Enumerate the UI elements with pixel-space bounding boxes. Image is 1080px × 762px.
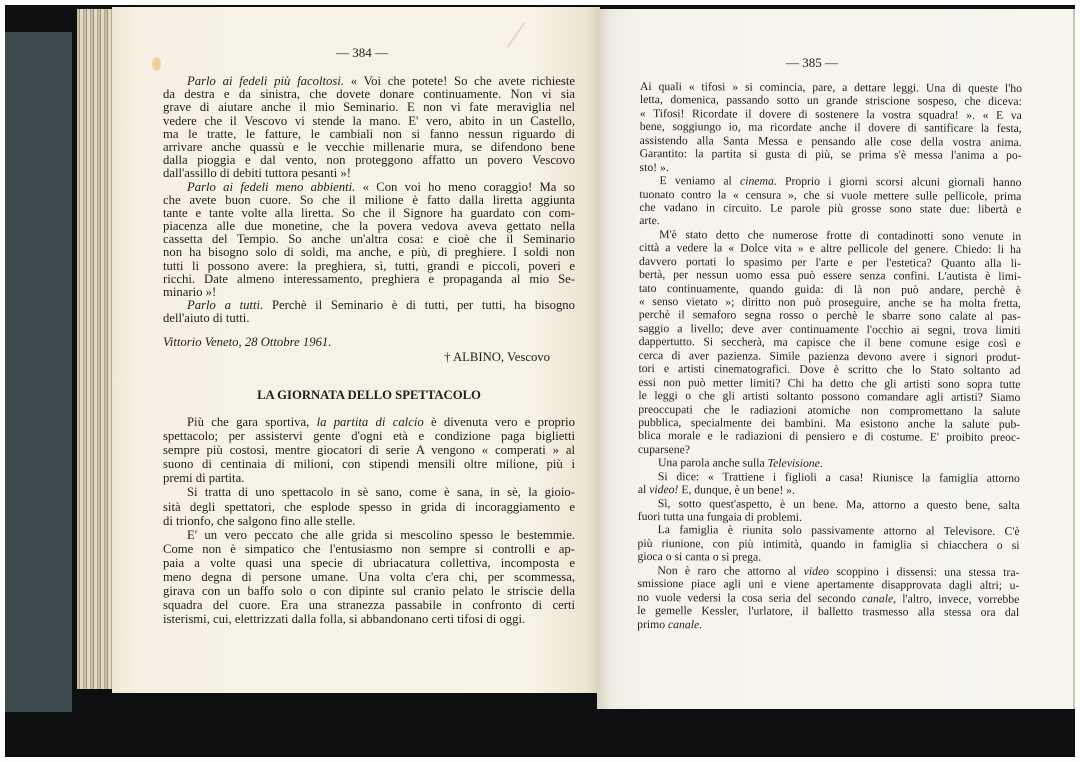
text-span: cassetta del Tempio. So anche un'altra cosa: e cioè che il Seminario (163, 233, 575, 247)
italic-text: Televisione (767, 456, 820, 471)
text-line (163, 429, 575, 443)
italic-text: Parlo ai fedeli meno abbienti. (187, 180, 356, 194)
text-span: La famiglia è riunita solo passivamente attorno al Televisore. C'è (657, 523, 1020, 539)
text-span: minario »! (163, 285, 217, 299)
text-span: Ai quali « tifosi » si comincia, pare, a dettare leggi. Una di queste l'ho (639, 80, 1022, 95)
text-line (163, 141, 575, 154)
text-line (163, 246, 575, 259)
text-line (163, 528, 575, 542)
text-span: piacenza alle due monetine, che la povera vedova aveva gettato nella (163, 220, 575, 234)
text-span: dell'aiuto di tutti. (163, 311, 250, 326)
text-span: Perchè il Seminario è di tutti, per tutti, ha bisogno (263, 299, 575, 313)
text-span: tutti li possono avere: la preghiera, sì, tutti, grandi e piccoli, poveri e (163, 259, 575, 273)
text-span: isterismi, cui, elettrizzati dalla folla, si abbandonano certi tifosi di oggi. (163, 612, 526, 627)
text-span: più riunione, con più intimità, quando in famiglia si chiacchera o si (637, 536, 1020, 552)
text-span: essi non può metter limiti? Chi ha detto che gli artisti sono sopra tutte (638, 375, 1021, 391)
text-line (163, 101, 575, 114)
text-span: E veniamo al (659, 174, 741, 188)
text-line (163, 75, 575, 88)
text-span: Una parola anche sulla (657, 456, 768, 470)
text-span: primo (637, 617, 669, 631)
text-line (163, 233, 575, 246)
text-span: bertà, per nessun uomo essa può essere senza confini. L'autista è limi- (638, 268, 1022, 284)
text-span: tuonato contro la « censura », che si vuole mettere sulle pellicole, prima (639, 187, 1022, 203)
left-page-letter-text (163, 75, 575, 326)
text-span: grave di aiutare anche il mio Seminario. E non vi fate meraviglia nel (163, 101, 575, 115)
text-span: Si tratta di uno spettacolo in sè sano, come è sana, in sè, la gioio- (187, 485, 575, 500)
text-span: di trionfo, che salgono fino alle stelle. (163, 513, 356, 528)
italic-text: Parlo ai fedeli più facoltosi. (187, 75, 344, 88)
text-span: E' un vero peccato che alle grida si mescolino spesso le bestemmie. (187, 527, 575, 542)
italic-text: video! (649, 483, 679, 497)
text-line (163, 570, 575, 584)
text-span: tato continuamente, quando guida: di là non può andare, perchè è (638, 281, 1021, 297)
left-page-section-text (163, 415, 575, 626)
text-span: preoccupati che le radiazioni atomiche non compromettano la salute (638, 402, 1021, 418)
text-span: sità degli spettatori, che esplode spesso in grida di incoraggiamento e (163, 499, 575, 514)
paper-stain (152, 57, 161, 71)
text-span: non ha bisogno solo di soldi, ma anche, e più, di preghiere. I soldi non (163, 246, 575, 260)
text-line (163, 194, 575, 207)
text-line (163, 207, 575, 220)
text-line (163, 220, 575, 233)
text-line (163, 457, 575, 471)
text-span: squadra del cuore. Era una stranezza passabile in confronto di certi (163, 598, 575, 613)
text-span: Si dice: « Trattiene i figlioli a casa! Riunisce la famiglia attorno (657, 469, 1020, 485)
text-span: perchè il semaforo segna rosso o perchè le sbarre sono calate al pas- (638, 308, 1021, 324)
signature: † ALBINO, Vescovo (444, 350, 550, 364)
text-line (640, 147, 1022, 162)
text-span: scoppino i dissensi: una stessa tra- (828, 564, 1020, 579)
text-span: no vuole vedersi la cosa seria del secondo (637, 590, 863, 605)
text-span: smissione piace agli uni e viene apertamente disapprovata dagli altri; u- (637, 577, 1020, 593)
right-page-number: — 385 — (786, 55, 838, 70)
text-span: città a vedere la « Dolce vita » e altre pellicole del genere. Chiedo: li ha (639, 241, 1022, 257)
text-span: vedere che il Vescovo vi stende la mano. E' vero, abito in un Castello, (163, 114, 575, 128)
text-line (163, 514, 575, 528)
italic-text: canale (667, 617, 700, 631)
text-span: premi di partita. (163, 471, 245, 486)
italic-text: cinema (740, 174, 774, 188)
text-line (639, 201, 1021, 216)
text-span: M'è stato detto che numerose frotte di contadinotti sono venute in (659, 227, 1022, 243)
text-span: arrivare anche quassù e le vecchie millenarie mura, se difendono bene (163, 140, 575, 154)
text-span: dall'assillo di debiti tuttora pesanti »! (163, 166, 351, 181)
text-span: che vadano in circuito. Le parole più grosse sono state due: libertà e (639, 200, 1022, 216)
italic-text: canale, (861, 591, 897, 605)
text-span: . Proprio i giorni scorsi alcuni giornali hanno (773, 174, 1022, 190)
text-span: dalla pioggia e dal vento, non proteggono affatto un povero Vescovo (163, 154, 575, 168)
place-date: Vittorio Veneto, 28 Ottobre 1961. (163, 335, 332, 349)
right-page-text (637, 80, 1022, 633)
text-span: Sì, sotto quest'aspetto, è un bene. Ma, attorno a questo bene, salta (657, 496, 1020, 512)
text-span: tante e tante volte alla liretta. So che il Signore ha guardato con com- (163, 206, 575, 220)
text-span: suono di centinaia di milioni, con stipendi mensili oltre milione, più i (163, 457, 575, 472)
text-span: ma le tratte, le fatture, le cambiali non si fanno nessun riguardo di (163, 127, 575, 141)
text-line (163, 88, 575, 101)
text-span: al (637, 483, 650, 497)
text-line (163, 115, 575, 128)
text-span: Non è raro che attorno al (657, 563, 804, 578)
background-panel (5, 32, 72, 712)
text-line (163, 312, 575, 325)
text-span: E, dunque, è un bene! ». (678, 483, 795, 497)
italic-text: Parlo a tutti. (187, 299, 264, 313)
text-line (163, 542, 575, 556)
text-span: « senso vietato »; diritto non può proseguire, anche se ha molta fretta, (638, 294, 1021, 310)
italic-text: la partita di calcio (316, 415, 424, 429)
text-span: « Voi che potete! So che avete richieste (344, 75, 575, 88)
text-span: saggio a livello; deve aver continuamente l'occhio ai segni, trova limiti (638, 321, 1021, 337)
text-span: assistendo alla Santa Messa e pensando alle cose della vostra anima. (639, 133, 1022, 149)
italic-text: video (803, 564, 830, 578)
text-line (163, 181, 575, 194)
text-span: le leggi o che gli artisti soltanto possono comandare agli artisti? Siamo (638, 389, 1021, 405)
text-line (163, 128, 575, 141)
text-span: pubblica, specialmente dei bambini. Ma esistono anche la salute pub- (638, 415, 1021, 431)
text-line (163, 415, 575, 429)
text-span: sto! ». (639, 160, 669, 174)
text-span: tori e artisti cinematografici. Dove è scritto che lo Stato soltanto ad (638, 362, 1021, 378)
text-line (163, 443, 575, 457)
page-edges-stack (77, 9, 117, 689)
text-line (163, 485, 575, 499)
text-line (163, 598, 575, 612)
text-span: . (819, 457, 823, 471)
text-span: cuparsene? (638, 442, 691, 457)
text-line (163, 286, 575, 299)
section-title: LA GIORNATA DELLO SPETTACOLO (257, 388, 481, 402)
text-line (163, 500, 575, 514)
left-page-number: — 384 — (336, 45, 388, 60)
text-span: girava con un baffo solo o con dipinte sul cranio pelato le striscie della (163, 584, 575, 599)
text-line (163, 260, 575, 273)
text-line (163, 273, 575, 286)
text-line (163, 167, 575, 180)
text-span: da destra e da sinistra, che dovete donare continuamente. Non vi sia (163, 88, 575, 102)
text-line (163, 612, 575, 626)
text-span: è divenuta vero e proprio (423, 415, 575, 429)
text-span: che avete buon cuore. So che il milione è fatto dalla liretta aggiunta (163, 193, 575, 207)
text-span: bene, soggiungo io, ma ricordate anche il dovere di santificare la festa, (639, 120, 1022, 136)
text-span: spettacolo; per assistervi gente d'ogni età e condizione paga biglietti (163, 429, 575, 444)
text-span: arte. (639, 214, 660, 228)
text-span: dappertutto. Si seccherà, ma capisce che il bene comune esige così e (638, 335, 1021, 351)
text-span: davvero portati lo spasimo per l'arte e per l'estetica? Quanto alla li- (639, 254, 1022, 270)
text-span: fuori tutta una fungaia di problemi. (637, 509, 802, 524)
text-span: « Tifosi! Ricordate il dovere di sostenere la vostra squadra! ». « E va (639, 106, 1022, 122)
text-span: gioca o si canta o si prega. (637, 550, 762, 564)
text-line (163, 471, 575, 485)
text-span: ricchi. Date almeno interessamento, preghiera e propaganda al mio Se- (163, 272, 575, 286)
text-line (637, 617, 1019, 632)
text-span: le gemelle Kessler, l'urlatore, il balletto trasmesso alla stessa ora dal (637, 604, 1020, 620)
text-span: l'altro, invece, vorrebbe (896, 591, 1020, 606)
text-span: cerca di aver pazienza. Simile pazienza devono avere i signori produt- (638, 348, 1021, 364)
text-span: Garantito: la partita si gusta di più, se prima s'è messa l'anima a po- (639, 147, 1022, 163)
text-line (163, 584, 575, 598)
text-span: paia a volte quasi una specie di ubriacatura collettiva, incomposta e (163, 555, 575, 570)
text-line (163, 556, 575, 570)
text-span: blica morale e le radiazioni di pensiero e di costume. E' proibito preoc- (638, 429, 1021, 445)
text-span: « Con voi ho meno coraggio! Ma so (355, 180, 575, 194)
text-span: . (699, 617, 703, 631)
text-span: meno degna di persone umane. Una volta c'era chi, per scommessa, (163, 570, 575, 585)
text-span: Più che gara sportiva, (187, 415, 317, 429)
text-span: sempre più costosi, mentre giocatori di serie A vengono « comperati » al (163, 443, 575, 458)
text-line (638, 429, 1020, 444)
text-span: Come non è simpatico che l'entusiasmo non sempre si controlli e ap- (163, 541, 575, 556)
text-span: letta, domenica, passando sotto un grande striscione sospeso, che diceva: (639, 93, 1022, 109)
